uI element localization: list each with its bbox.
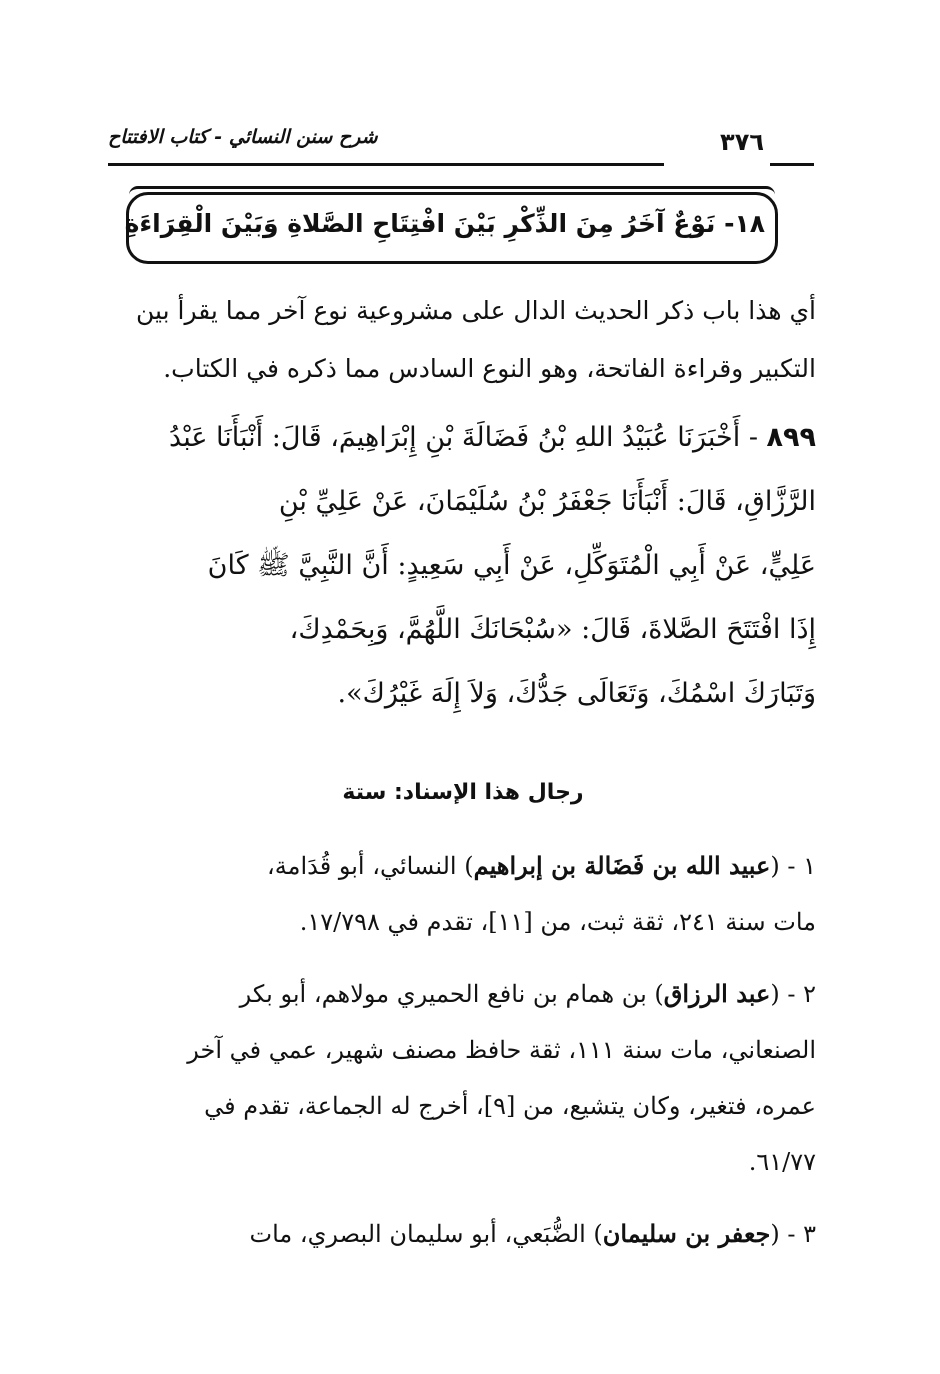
narrator-line: عمره، فتغير، وكان يتشيع، من [٩]، أخرج له الجماعة، تقدم في bbox=[204, 1092, 816, 1120]
narrator-details: ) الضُّبَعي، أبو سليمان البصري، مات bbox=[249, 1220, 603, 1248]
intro-line: التكبير وقراءة الفاتحة، وهو النوع السادس مما ذكره في الكتاب. bbox=[163, 354, 816, 383]
hadith-line: وَتَبَارَكَ اسْمُكَ، وَتَعَالَى جَدُّكَ، وَلاَ إِلَهَ غَيْرُكَ». bbox=[337, 678, 816, 709]
chapter-title: ١٨- نَوْعٌ آخَرُ مِنَ الذِّكْرِ بَيْنَ افْتِتَاحِ الصَّلاةِ وَبَيْنَ الْقِرَاءَةِ bbox=[124, 209, 765, 238]
narrator-prefix: ١ - ( bbox=[770, 852, 816, 880]
narrator-line bbox=[110, 966, 816, 1022]
narrator-prefix: ٣ - ( bbox=[770, 1220, 816, 1248]
narrator-entry bbox=[110, 966, 816, 1190]
narrator-details: ) النسائي، أبو قُدَامة، bbox=[267, 852, 474, 880]
narrator-name: عبيد الله بن فَضَالة بن إبراهيم bbox=[473, 851, 771, 880]
section-heading: رجال هذا الإسناد: ستة bbox=[342, 780, 584, 805]
narrator-entry bbox=[110, 1206, 816, 1262]
running-header bbox=[108, 122, 814, 168]
hadith-text bbox=[110, 406, 816, 726]
hadith-line: إِذَا افْتَتَحَ الصَّلاةَ، قَالَ: «سُبْحَانَكَ اللَّهُمَّ، وَبِحَمْدِكَ، bbox=[289, 614, 816, 645]
header-rule bbox=[108, 163, 664, 166]
hadith-line bbox=[110, 406, 816, 470]
hadith-line: الرَّزَّاقِ، قَالَ: أَنْبَأَنَا جَعْفَرُ بْنُ سُلَيْمَانَ، عَنْ عَلِيِّ بْنِ bbox=[278, 486, 816, 517]
hadith-line: عَلِيٍّ، عَنْ أَبِي الْمُتَوَكِّلِ، عَنْ أَبِي سَعِيدٍ: أَنَّ النَّبِيَّ ﷺ كَانَ bbox=[207, 550, 816, 581]
narrator-line: ٦١/٧٧. bbox=[748, 1148, 816, 1176]
book-title: شرح سنن النسائي - كتاب الافتتاح bbox=[108, 126, 378, 148]
header-rule-short bbox=[770, 163, 814, 166]
hadith-line-text: - أَخْبَرَنَا عُبَيْدُ اللهِ بْنُ فَضَالَةَ بْنِ إِبْرَاهِيمَ، قَالَ: أَنْبَأَنَا عَبْدُ bbox=[169, 422, 767, 453]
narrator-line bbox=[110, 1206, 816, 1262]
narrator-prefix: ٢ - ( bbox=[770, 980, 816, 1008]
narrator-line bbox=[110, 838, 816, 894]
chapter-title-box bbox=[126, 192, 778, 264]
narrator-list bbox=[110, 838, 816, 1278]
narrator-entry bbox=[110, 838, 816, 950]
narrator-name: جعفر بن سليمان bbox=[602, 1219, 771, 1248]
hadith-number: ٨٩٩ bbox=[766, 422, 816, 453]
page-number: ٣٧٦ bbox=[720, 128, 764, 156]
narrator-details: ) بن همام بن نافع الحميري مولاهم، أبو بكر bbox=[239, 980, 664, 1008]
narrator-line: مات سنة ٢٤١، ثقة ثبت، من [١١]، تقدم في ١٧/٧٩٨. bbox=[299, 908, 816, 936]
narrator-line: الصنعاني، مات سنة ١١١، ثقة حافظ مصنف شهير، عمي في آخر bbox=[187, 1036, 816, 1064]
chapter-intro bbox=[110, 282, 816, 398]
intro-line: أي هذا باب ذكر الحديث الدال على مشروعية نوع آخر مما يقرأ بين bbox=[136, 296, 816, 325]
narrator-name: عبد الرزاق bbox=[663, 979, 771, 1008]
